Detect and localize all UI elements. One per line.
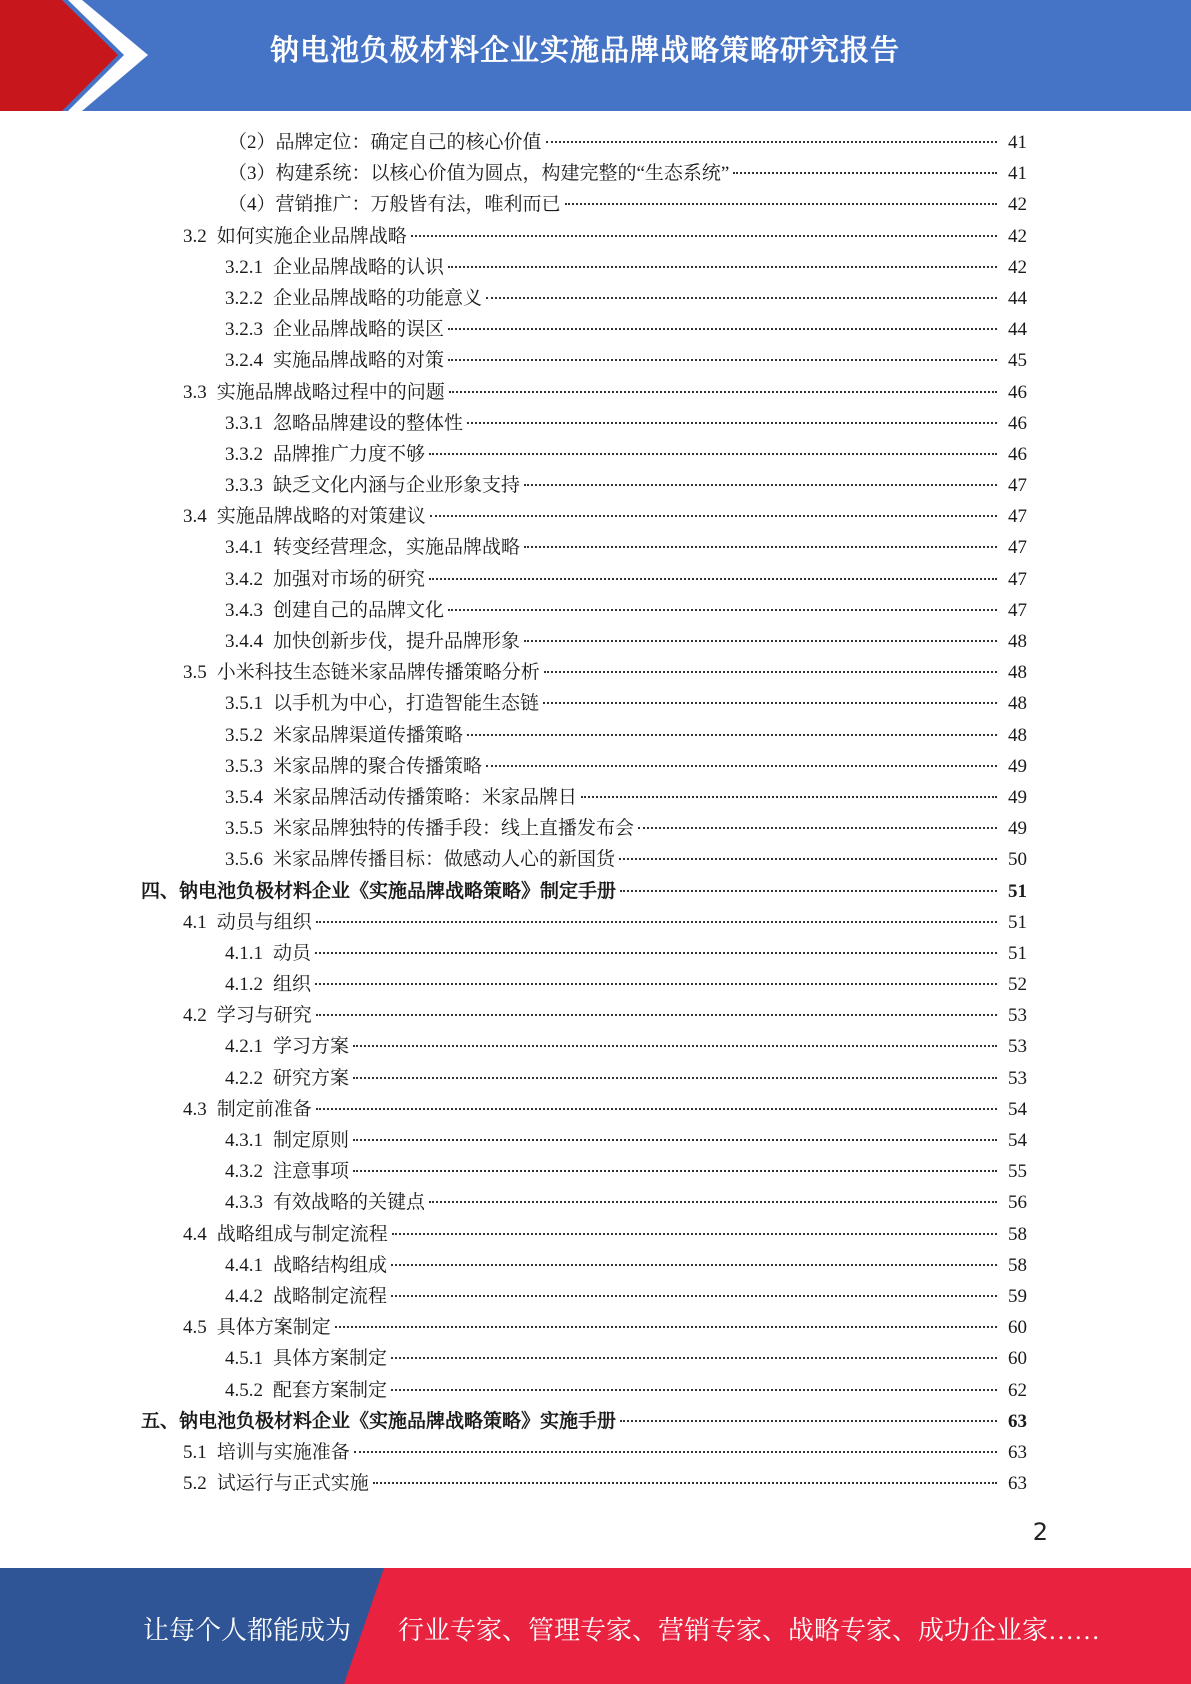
toc-entry-title: （3）构建系统：以核心价值为圆点，构建完整的“生态系统”: [228, 163, 730, 185]
document-title: 钠电池负极材料企业实施品牌战略策略研究报告: [270, 33, 901, 67]
toc-entry-title: （2）品牌定位：确定自己的核心价值: [228, 132, 542, 153]
toc-entry[interactable]: [0, 189, 1191, 220]
toc-entry-page: 48: [1008, 662, 1027, 684]
toc-dot-leader: [335, 1326, 997, 1328]
toc-entry[interactable]: [0, 501, 1191, 532]
toc-entry-page: 58: [1008, 1223, 1027, 1245]
toc-entry-title: 米家品牌渠道传播策略: [273, 724, 464, 746]
toc-entry-title: 具体方案制定: [216, 1317, 331, 1339]
toc-entry-number: 3.2.1: [225, 256, 263, 278]
toc-entry-page: 42: [1008, 256, 1027, 278]
toc-dot-leader: [316, 1014, 997, 1016]
toc-entry-page: 44: [1008, 319, 1027, 341]
toc-entry[interactable]: [0, 688, 1191, 719]
toc-dot-leader: [353, 1170, 997, 1172]
toc-entry[interactable]: [0, 595, 1191, 626]
toc-entry[interactable]: [0, 1219, 1191, 1250]
toc-entry-page: 55: [1008, 1161, 1027, 1183]
toc-entry[interactable]: [0, 657, 1191, 688]
toc-entry-number: 3.2.2: [225, 287, 263, 309]
toc-entry-title: 以手机为中心，打造智能生态链: [273, 693, 540, 715]
toc-entry-title: 加强对市场的研究: [273, 568, 426, 590]
toc-dot-leader: [315, 952, 997, 954]
toc-entry-title: 有效战略的关键点: [273, 1192, 426, 1214]
toc-dot-leader: [353, 1077, 997, 1079]
toc-entry-title: 实施品牌战略的对策: [273, 350, 445, 372]
toc-entry[interactable]: [0, 252, 1191, 283]
toc-entry-title: 米家品牌活动传播策略：米家品牌日: [273, 786, 578, 808]
toc-dot-leader: [486, 765, 997, 767]
toc-dot-leader: [392, 1233, 997, 1235]
toc-entry-number: 4.5: [183, 1317, 207, 1339]
toc-entry-number: 4.3.3: [225, 1192, 263, 1214]
toc-entry[interactable]: [0, 439, 1191, 470]
toc-entry[interactable]: [0, 377, 1191, 408]
toc-entry-title: 米家品牌的聚合传播策略: [273, 755, 483, 777]
toc-dot-leader: [391, 1295, 997, 1297]
toc-entry-number: 4.1.2: [225, 974, 263, 996]
toc-entry[interactable]: [0, 1156, 1191, 1187]
toc-entry-number: 3.4.3: [225, 599, 263, 621]
toc-entry[interactable]: [0, 314, 1191, 345]
toc-entry[interactable]: [0, 907, 1191, 938]
toc-dot-leader: [524, 484, 997, 486]
toc-entry-number: 3.4.1: [225, 537, 263, 559]
table-of-contents: [0, 127, 1191, 1499]
toc-entry-number: 3.5.2: [225, 724, 263, 746]
toc-entry-title: 制定原则: [273, 1130, 350, 1151]
toc-dot-leader: [620, 890, 997, 892]
toc-dot-leader: [391, 1357, 997, 1359]
toc-entry[interactable]: [0, 564, 1191, 595]
toc-dot-leader: [373, 1482, 997, 1484]
toc-entry[interactable]: [0, 1312, 1191, 1343]
toc-entry-page: 44: [1008, 287, 1027, 309]
toc-entry-number: 4.3.2: [225, 1161, 263, 1183]
toc-entry-number: 4.2: [183, 1005, 207, 1027]
toc-dot-leader: [316, 921, 997, 923]
toc-entry-number: 3.5.5: [225, 818, 263, 840]
toc-entry-title: 战略制定流程: [273, 1285, 388, 1307]
toc-entry-page: 60: [1008, 1348, 1027, 1370]
toc-entry-page: 63: [1008, 1473, 1027, 1495]
toc-dot-leader: [315, 983, 997, 985]
toc-entry-page: 46: [1008, 381, 1027, 403]
page-footer: [0, 1568, 1191, 1684]
toc-entry-number: 3.4: [183, 506, 207, 528]
toc-entry-number: 4.1.1: [225, 942, 263, 964]
toc-dot-leader: [467, 734, 997, 736]
toc-entry-page: 48: [1008, 693, 1027, 715]
toc-entry-title: 实施品牌战略的对策建议: [216, 506, 426, 528]
toc-entry-page: 51: [1008, 942, 1027, 964]
page-number: 2: [1032, 1518, 1048, 1546]
toc-entry[interactable]: [0, 127, 1191, 158]
toc-entry-number: 3.2: [183, 225, 207, 247]
toc-dot-leader: [449, 391, 997, 393]
toc-entry-title: 学习方案: [273, 1036, 350, 1058]
toc-dot-leader: [448, 609, 997, 611]
toc-entry-page: 63: [1008, 1441, 1027, 1463]
toc-entry-number: 3.3.1: [225, 412, 263, 434]
page-header: [0, 0, 1191, 111]
toc-entry-title: 配套方案制定: [273, 1379, 388, 1401]
toc-entry-title: 转变经营理念，实施品牌战略: [273, 537, 521, 559]
toc-entry[interactable]: [0, 1468, 1191, 1499]
toc-entry-title: 缺乏文化内涵与企业形象支持: [273, 475, 521, 497]
toc-entry-title: 实施品牌战略过程中的问题: [216, 381, 445, 403]
toc-entry-title: 试运行与正式实施: [216, 1473, 369, 1495]
toc-entry-title: 米家品牌传播目标：做感动人心的新国货: [273, 849, 616, 871]
toc-entry-page: 46: [1008, 412, 1027, 434]
toc-entry-title: 创建自己的品牌文化: [273, 599, 445, 621]
toc-dot-leader: [391, 1389, 997, 1391]
toc-dot-leader: [429, 1201, 997, 1203]
toc-entry-page: 58: [1008, 1254, 1027, 1276]
toc-entry-page: 42: [1008, 194, 1027, 216]
toc-dot-leader: [448, 328, 997, 330]
footer-slogan-right: 行业专家、管理专家、营销专家、战略专家、成功企业家……: [398, 1616, 1101, 1645]
toc-entry-page: 48: [1008, 724, 1027, 746]
toc-dot-leader: [354, 1451, 997, 1453]
toc-dot-leader: [581, 796, 997, 798]
toc-entry-page: 51: [1008, 911, 1027, 933]
toc-entry-page: 50: [1008, 849, 1027, 871]
footer-slogan-left: 让每个人都能成为: [143, 1616, 352, 1645]
toc-dot-leader: [733, 172, 997, 174]
toc-dot-leader: [353, 1045, 997, 1047]
toc-entry-title: 企业品牌战略的认识: [273, 256, 445, 278]
toc-entry[interactable]: [0, 1250, 1191, 1281]
toc-entry-page: 41: [1008, 163, 1027, 185]
toc-entry-page: 53: [1008, 1067, 1027, 1089]
toc-entry-title: 研究方案: [273, 1067, 350, 1089]
toc-entry[interactable]: [0, 1094, 1191, 1125]
toc-entry-number: 3.3.3: [225, 475, 263, 497]
toc-entry-page: 51: [1008, 880, 1027, 902]
toc-entry-number: 3.5: [183, 662, 207, 684]
toc-entry-page: 49: [1008, 818, 1027, 840]
toc-entry-page: 60: [1008, 1317, 1027, 1339]
toc-entry-title: 企业品牌战略的误区: [273, 319, 445, 341]
toc-entry[interactable]: [0, 626, 1191, 657]
toc-entry[interactable]: [0, 1125, 1191, 1156]
toc-entry-page: 62: [1008, 1379, 1027, 1401]
toc-entry-page: 47: [1008, 475, 1027, 497]
toc-entry-number: 4.2.2: [225, 1067, 263, 1089]
toc-entry-page: 47: [1008, 537, 1027, 559]
toc-entry-page: 45: [1008, 350, 1027, 372]
toc-entry-title: 米家品牌独特的传播手段：线上直播发布会: [273, 818, 635, 840]
toc-dot-leader: [620, 1420, 997, 1422]
toc-entry[interactable]: [0, 1406, 1191, 1437]
toc-entry[interactable]: [0, 1375, 1191, 1406]
toc-entry-title: 制定前准备: [216, 1098, 312, 1120]
toc-entry-page: 46: [1008, 443, 1027, 465]
toc-entry[interactable]: [0, 1031, 1191, 1062]
toc-entry[interactable]: [0, 1281, 1191, 1312]
toc-entry-title: 加快创新步伐，提升品牌形象: [273, 631, 521, 652]
toc-entry-page: 47: [1008, 568, 1027, 590]
toc-entry-page: 49: [1008, 786, 1027, 808]
toc-entry-title: 注意事项: [273, 1161, 350, 1183]
toc-entry-number: 4.1: [183, 911, 207, 933]
toc-dot-leader: [429, 578, 997, 580]
toc-entry-page: 52: [1008, 974, 1027, 996]
toc-entry[interactable]: [0, 283, 1191, 314]
toc-entry-page: 49: [1008, 755, 1027, 777]
toc-dot-leader: [638, 827, 997, 829]
toc-entry-number: 3.2.4: [225, 350, 263, 372]
toc-entry-number: 4.2.1: [225, 1036, 263, 1058]
toc-entry-title: 如何实施企业品牌战略: [216, 225, 407, 247]
toc-entry-number: 4.4.1: [225, 1254, 263, 1276]
toc-entry-number: 3.5.1: [225, 693, 263, 715]
toc-entry[interactable]: [0, 158, 1191, 189]
toc-entry-page: 48: [1008, 631, 1027, 652]
toc-entry-page: 54: [1008, 1098, 1027, 1120]
toc-entry[interactable]: [0, 1187, 1191, 1218]
toc-entry[interactable]: [0, 221, 1191, 252]
toc-entry-title: 战略结构组成: [273, 1254, 388, 1276]
toc-entry-title: 小米科技生态链米家品牌传播策略分析: [216, 662, 540, 684]
toc-entry-title: （4）营销推广：万般皆有法，唯利而已: [228, 194, 561, 216]
toc-entry-number: 3.2.3: [225, 319, 263, 341]
toc-entry-number: 4.3: [183, 1098, 207, 1120]
toc-entry-title: 组织: [273, 974, 312, 996]
toc-dot-leader: [619, 858, 997, 860]
toc-entry-number: 3.5.4: [225, 786, 263, 808]
toc-dot-leader: [448, 266, 997, 268]
toc-entry-page: 42: [1008, 225, 1027, 247]
toc-dot-leader: [524, 546, 997, 548]
toc-entry-title: 企业品牌战略的功能意义: [273, 287, 483, 309]
toc-entry-title: 具体方案制定: [273, 1348, 388, 1370]
toc-entry[interactable]: [0, 1343, 1191, 1374]
toc-entry-number: 3.4.4: [225, 631, 263, 652]
toc-entry-number: 4.4.2: [225, 1285, 263, 1307]
toc-entry[interactable]: [0, 938, 1191, 969]
toc-entry-number: 3.5.6: [225, 849, 263, 871]
toc-entry-title: 品牌推广力度不够: [273, 443, 426, 465]
toc-entry[interactable]: [0, 782, 1191, 813]
toc-entry-number: 4.5.1: [225, 1348, 263, 1370]
toc-dot-leader: [316, 1108, 997, 1110]
toc-entry-page: 56: [1008, 1192, 1027, 1214]
toc-entry-number: 3.4.2: [225, 568, 263, 590]
toc-dot-leader: [543, 702, 997, 704]
toc-entry[interactable]: [0, 1000, 1191, 1031]
toc-entry-title: 四、钠电池负极材料企业《实施品牌战略策略》制定手册: [141, 880, 617, 902]
toc-entry-number: 4.3.1: [225, 1130, 263, 1151]
toc-entry[interactable]: [0, 813, 1191, 844]
toc-entry-title: 忽略品牌建设的整体性: [273, 412, 464, 434]
toc-dot-leader: [430, 515, 997, 517]
toc-entry-title: 培训与实施准备: [216, 1441, 350, 1463]
toc-dot-leader: [467, 422, 997, 424]
toc-dot-leader: [565, 203, 997, 205]
toc-dot-leader: [486, 297, 997, 299]
toc-entry[interactable]: [0, 844, 1191, 875]
toc-entry-page: 53: [1008, 1005, 1027, 1027]
toc-entry-number: 3.3: [183, 381, 207, 403]
toc-entry[interactable]: [0, 408, 1191, 439]
toc-entry-title: 动员: [273, 942, 312, 964]
toc-dot-leader: [448, 359, 997, 361]
toc-entry-title: 学习与研究: [216, 1005, 312, 1027]
toc-entry[interactable]: [0, 720, 1191, 751]
toc-entry-page: 47: [1008, 506, 1027, 528]
toc-entry-page: 53: [1008, 1036, 1027, 1058]
toc-entry-number: 3.5.3: [225, 755, 263, 777]
toc-entry-title: 五、钠电池负极材料企业《实施品牌战略策略》实施手册: [141, 1410, 617, 1432]
toc-entry-title: 战略组成与制定流程: [216, 1223, 388, 1245]
toc-entry[interactable]: [0, 1437, 1191, 1468]
toc-entry-page: 54: [1008, 1130, 1027, 1151]
toc-entry-number: 3.3.2: [225, 443, 263, 465]
toc-entry[interactable]: [0, 532, 1191, 563]
toc-entry-number: 4.5.2: [225, 1379, 263, 1401]
toc-entry-number: 5.1: [183, 1441, 207, 1463]
toc-entry-number: 5.2: [183, 1473, 207, 1495]
toc-entry-page: 63: [1008, 1410, 1027, 1432]
toc-entry[interactable]: [0, 751, 1191, 782]
toc-entry[interactable]: [0, 470, 1191, 501]
toc-dot-leader: [429, 453, 997, 455]
toc-entry-page: 41: [1008, 132, 1027, 153]
toc-dot-leader: [411, 235, 997, 237]
toc-dot-leader: [524, 640, 997, 642]
toc-entry[interactable]: [0, 345, 1191, 376]
toc-dot-leader: [544, 671, 997, 673]
toc-entry[interactable]: [0, 1063, 1191, 1094]
toc-dot-leader: [353, 1139, 997, 1141]
header-arrow-decoration: [0, 0, 160, 111]
toc-entry-title: 动员与组织: [216, 911, 312, 933]
toc-entry-page: 59: [1008, 1285, 1027, 1307]
toc-entry-number: 4.4: [183, 1223, 207, 1245]
toc-entry-page: 47: [1008, 599, 1027, 621]
toc-entry[interactable]: [0, 969, 1191, 1000]
toc-dot-leader: [391, 1264, 997, 1266]
toc-dot-leader: [546, 141, 997, 143]
toc-entry[interactable]: [0, 876, 1191, 907]
